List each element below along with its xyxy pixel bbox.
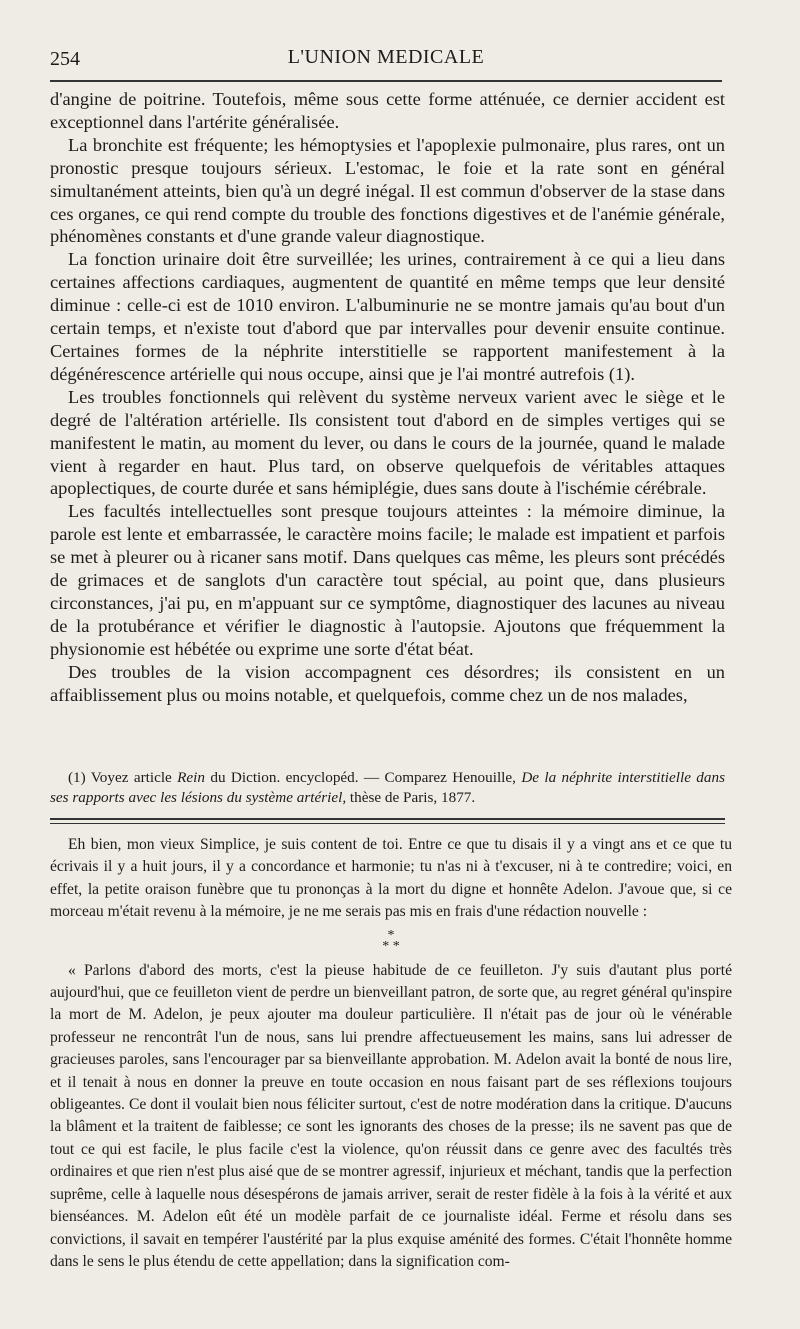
feuilleton-intro: Eh bien, mon vieux Simplice, je suis content de toi. Entre ce que tu disais il y a vingt ans et ce que tu écrivais il y a huit jours, il y a concordance et harmonie; tu n'as ni à t'excuser, ni à te contredire; voici, en effet, la petite oraison funèbre que tu prononças à la mort du digne et honnête Adelon. J'avoue que, si ce morceau m'était revenu à la mémoire, je ne me serais pas mis en frais d'une rédaction nouvelle : — [50, 836, 732, 921]
asterism — [50, 927, 732, 954]
main-text — [50, 88, 725, 706]
feuilleton-rule — [50, 823, 725, 824]
paragraph: d'angine de poitrine. Toutefois, même sous cette forme atténuée, ce dernier accident est exceptionnel dans l'artérite généralisée. — [50, 89, 725, 132]
footnote-part: du Diction. encyclopéd. — Comparez Henouille, — [204, 769, 522, 786]
asterism-top: * — [387, 927, 395, 943]
asterism-bottom: * * — [382, 938, 400, 954]
paragraph: Les troubles fonctionnels qui relèvent du système nerveux varient avec le siège et le degré de l'altération artérielle. Ils consistent tout d'abord en de simples vertiges qui se manifestent le matin, au moment du lever, ou dans le cours de la journée, quand le malade vient à regarder en haut. Plus tard, on observe quelquefois de véritables attaques apoplectiques, de courte durée et sans hémiplégie, dues sans doute à l'ischémie cérébrale. — [50, 386, 725, 499]
footnote-italic: De la néphrite interstitielle dans ses rapports avec les lésions du système artériel, — [50, 769, 725, 806]
page-number: 254 — [50, 48, 80, 70]
header-rule — [50, 80, 722, 82]
paragraph: Les facultés intellectuelles sont presque toujours atteintes : la mémoire diminue, la parole est lente et embarrassée, le caractère moins facile; le malade est impatient et parfois se met à pleurer ou à ricaner sans motif. Dans quelques cas même, les pleurs sont précédés de grimaces et de sanglots d'un caractère tout spécial, au point que, dans plusieurs circonstances, j'ai pu, en m'appuant sur ce symptôme, diagnostiquer des lacunes au niveau de la protubérance et vérifier le diagnostic à l'autopsie. Ajoutons que fréquemment la physionomie est hébétée ou exprime une sorte d'état béat. — [50, 501, 725, 659]
paragraph: La fonction urinaire doit être surveillée; les urines, contrairement à ce qui a lieu dans certaines affections cardiaques, augmentent de quantité en même temps que leur densité diminue : celle-ci est de 1010 environ. L'albuminurie ne se montre jamais qu'au bout d'un certain temps, et n'existe tout d'abord que par intervalles pour devenir ensuite continue. Certaines formes de la néphrite interstitielle se rapportent manifestement à la dégénérescence artérielle qui nous occupe, ainsi que je l'ai montré autrefois (1). — [50, 249, 725, 384]
footnote-part: thèse de Paris, 1877. — [346, 789, 476, 806]
running-title: L'UNION MEDICALE — [287, 46, 485, 68]
footnote-part: (1) Voyez article — [68, 769, 178, 786]
footnote — [50, 768, 725, 808]
feuilleton-rule — [50, 818, 725, 820]
footnote-italic: Rein — [177, 769, 205, 786]
footnote-text — [50, 768, 725, 808]
paragraph: La bronchite est fréquente; les hémoptysies et l'apoplexie pulmonaire, plus rares, ont un pronostic presque toujours sérieux. L'estomac, le foie et la rate sont en général simultanément atteints, bien qu'à un degré inégal. Il est commun d'observer de la stase dans ces organes, ce qui rend compte du trouble des fonctions digestives et de l'anémie générale, phénomènes constants et d'une grande valeur diagnostique. — [50, 134, 725, 247]
paragraph: Des troubles de la vision accompagnent ces désordres; ils consistent en un affaiblissement plus ou moins notable, et quelquefois, comme chez un de nos malades, — [50, 661, 725, 705]
feuilleton-text — [50, 834, 732, 1273]
feuilleton-quote: « Parlons d'abord des morts, c'est la pieuse habitude de ce feuilleton. J'y suis d'autant plus porté aujourd'hui, que ce feuilleton vient de perdre un bienveillant patron, de sorte que, au regret général qu'inspire la mort de M. Adelon, je peux ajouter ma douleur particulière. Il n'était pas de jour où le vénérable professeur ne rencontrât l'un de nous, sans lui prendre affectueusement les mains, sans lui adresser de gracieuses paroles, sans l'encourager par sa bienveillante approbation. M. Adelon avait la bonté de nous lire, et il tenait à nous en donner la preuve en toute occasion en nous faisant part de ses réflexions toujours obligeantes. Ce dont il voulait bien nous féliciter surtout, c'est de notre modération dans la critique. D'aucuns la blâment et la traitent de faiblesse; ce sont les ignorants des choses de la presse; ils ne savent pas que de tout ce qui est facile, le plus facile c'est la violence, qu'on réussit dans ce genre avec des facultés très ordinaires et que rien n'est plus aisé que de se montrer agressif, injurieux et méchant, tandis que la perfection suprême, celle à laquelle nous désespérons de jamais arriver, serait de rester fidèle à la fois à la vérité et aux bienséances. M. Adelon eût été un modèle parfait de ce journaliste idéal. Ferme et résolu dans ses convictions, il savait en tempérer l'austérité par la plus exquise aménité des formes. C'était l'honnête homme dans le sens le plus étendu de cette appellation; dans la signification com- — [50, 961, 732, 1270]
page-header — [50, 44, 722, 74]
